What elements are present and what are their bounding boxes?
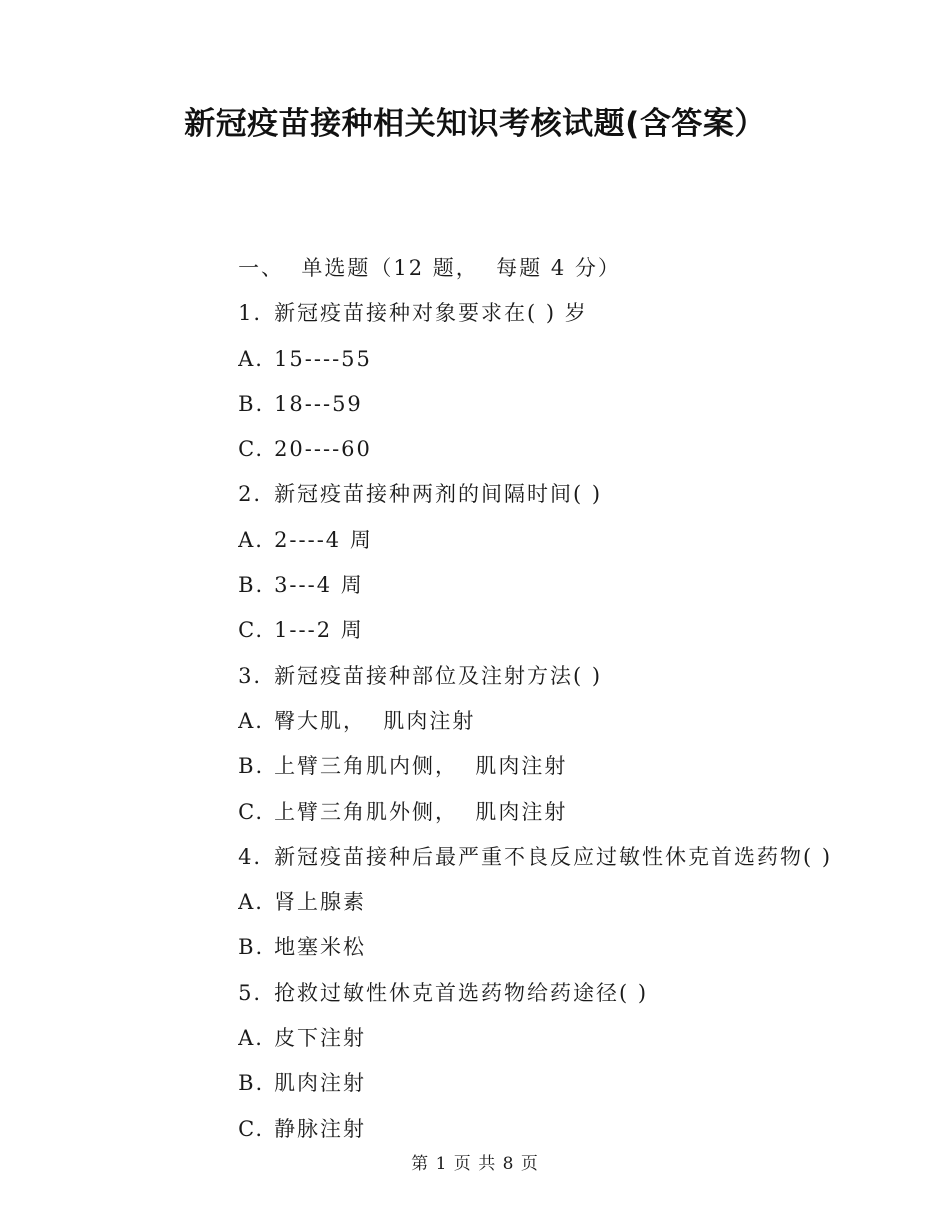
question-text: 新冠疫苗接种对象要求在( ) 岁 [274,301,588,326]
document-title: 新冠疫苗接种相关知识考核试题(含答案） [184,106,766,142]
option-letter: A. [238,527,264,552]
option-letter: A. [238,708,264,733]
option-text: 1---2 周 [274,618,364,643]
option-letter: B. [238,573,265,598]
option-text: 15----55 [274,346,372,371]
section-heading [186,214,886,280]
option-text: 上臂三角肌内侧， 肌肉注射 [274,754,568,779]
option-letter: B. [238,1071,265,1096]
question-text: 新冠疫苗接种后最严重不良反应过敏性休克首选药物( ) [274,844,833,869]
question-number: 5. [238,980,263,1005]
option-letter: B. [238,935,265,960]
question-text: 新冠疫苗接种两剂的间隔时间( ) [274,482,603,507]
question-number: 3. [238,663,263,688]
question-list [186,214,886,1141]
option-text: 皮下注射 [274,1026,367,1051]
question-number: 1. [238,301,263,326]
option-letter: C. [238,1116,265,1141]
option-letter: C. [238,799,265,824]
option-text: 肌肉注射 [274,1071,367,1096]
option-letter: A. [238,346,264,371]
option-text: 静脉注射 [274,1116,367,1141]
option-letter: B. [238,754,265,779]
page-footer: 第 1 页 共 8 页 [411,1154,539,1174]
option-text: 2----4 周 [274,527,373,552]
option-letter: C. [238,618,265,643]
section-heading-text: 一、 单选题（12 题， 每题 4 分） [238,256,621,280]
option-text: 3---4 周 [274,573,364,598]
option-letter: A. [238,890,264,915]
question-number: 2. [238,482,263,507]
option-text: 肾上腺素 [274,890,367,915]
question-number: 4. [238,844,263,869]
option-text: 上臂三角肌外侧， 肌肉注射 [274,799,568,824]
option-letter: C. [238,437,265,462]
question-text: 抢救过敏性休克首选药物给药途径( ) [274,980,649,1005]
option-letter: B. [238,391,265,416]
option-text: 臀大肌， 肌肉注射 [274,708,476,733]
option-letter: A. [238,1026,264,1051]
option-text: 地塞米松 [274,935,367,960]
option-text: 20----60 [274,437,372,462]
question-text: 新冠疫苗接种部位及注射方法( ) [274,663,603,688]
option-text: 18---59 [274,391,363,416]
